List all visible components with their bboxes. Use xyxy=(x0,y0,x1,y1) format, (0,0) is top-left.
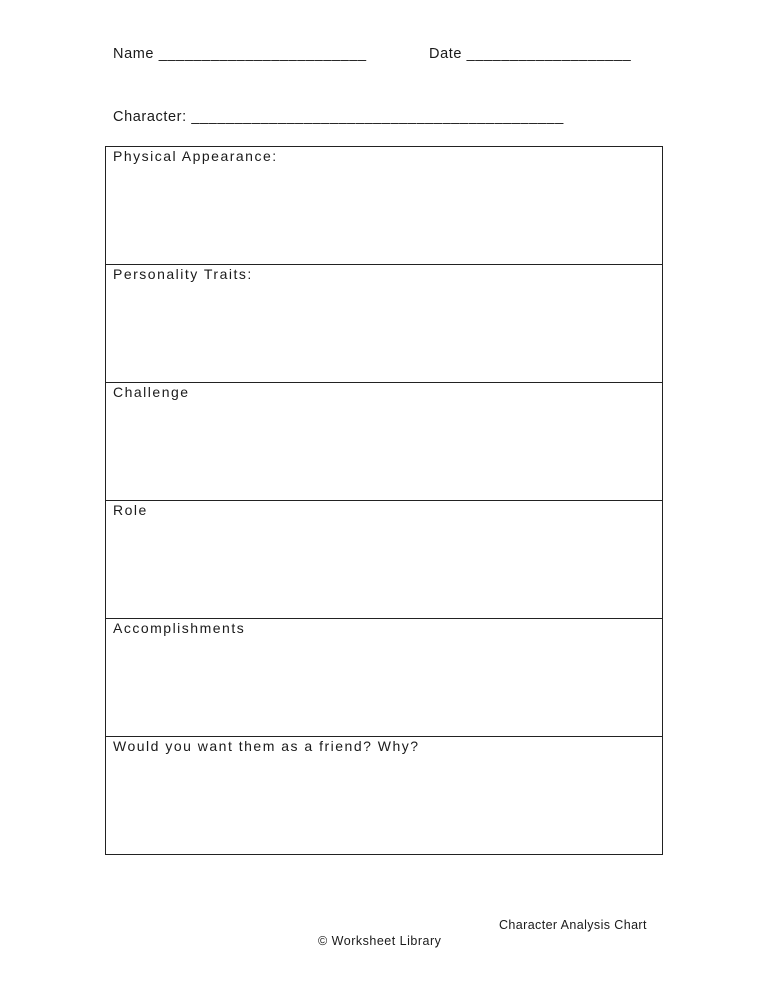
challenge-label: Challenge xyxy=(113,384,190,400)
name-field[interactable]: Name ________________________ xyxy=(113,46,367,62)
personality-traits-label: Personality Traits: xyxy=(113,266,253,282)
physical-appearance-box[interactable] xyxy=(106,147,662,265)
friend-question-label: Would you want them as a friend? Why? xyxy=(113,738,420,754)
personality-traits-box[interactable] xyxy=(106,265,662,383)
physical-appearance-label: Physical Appearance: xyxy=(113,148,278,164)
friend-question-box[interactable] xyxy=(106,737,662,854)
character-analysis-table xyxy=(105,146,663,855)
accomplishments-label: Accomplishments xyxy=(113,620,246,636)
accomplishments-box[interactable] xyxy=(106,619,662,737)
copyright-notice: © Worksheet Library xyxy=(318,934,442,948)
role-label: Role xyxy=(113,502,148,518)
chart-title: Character Analysis Chart xyxy=(499,918,647,932)
character-field[interactable]: Character: ___________________________________________ xyxy=(113,109,564,125)
date-field[interactable]: Date ___________________ xyxy=(429,46,632,62)
role-box[interactable] xyxy=(106,501,662,619)
challenge-box[interactable] xyxy=(106,383,662,501)
